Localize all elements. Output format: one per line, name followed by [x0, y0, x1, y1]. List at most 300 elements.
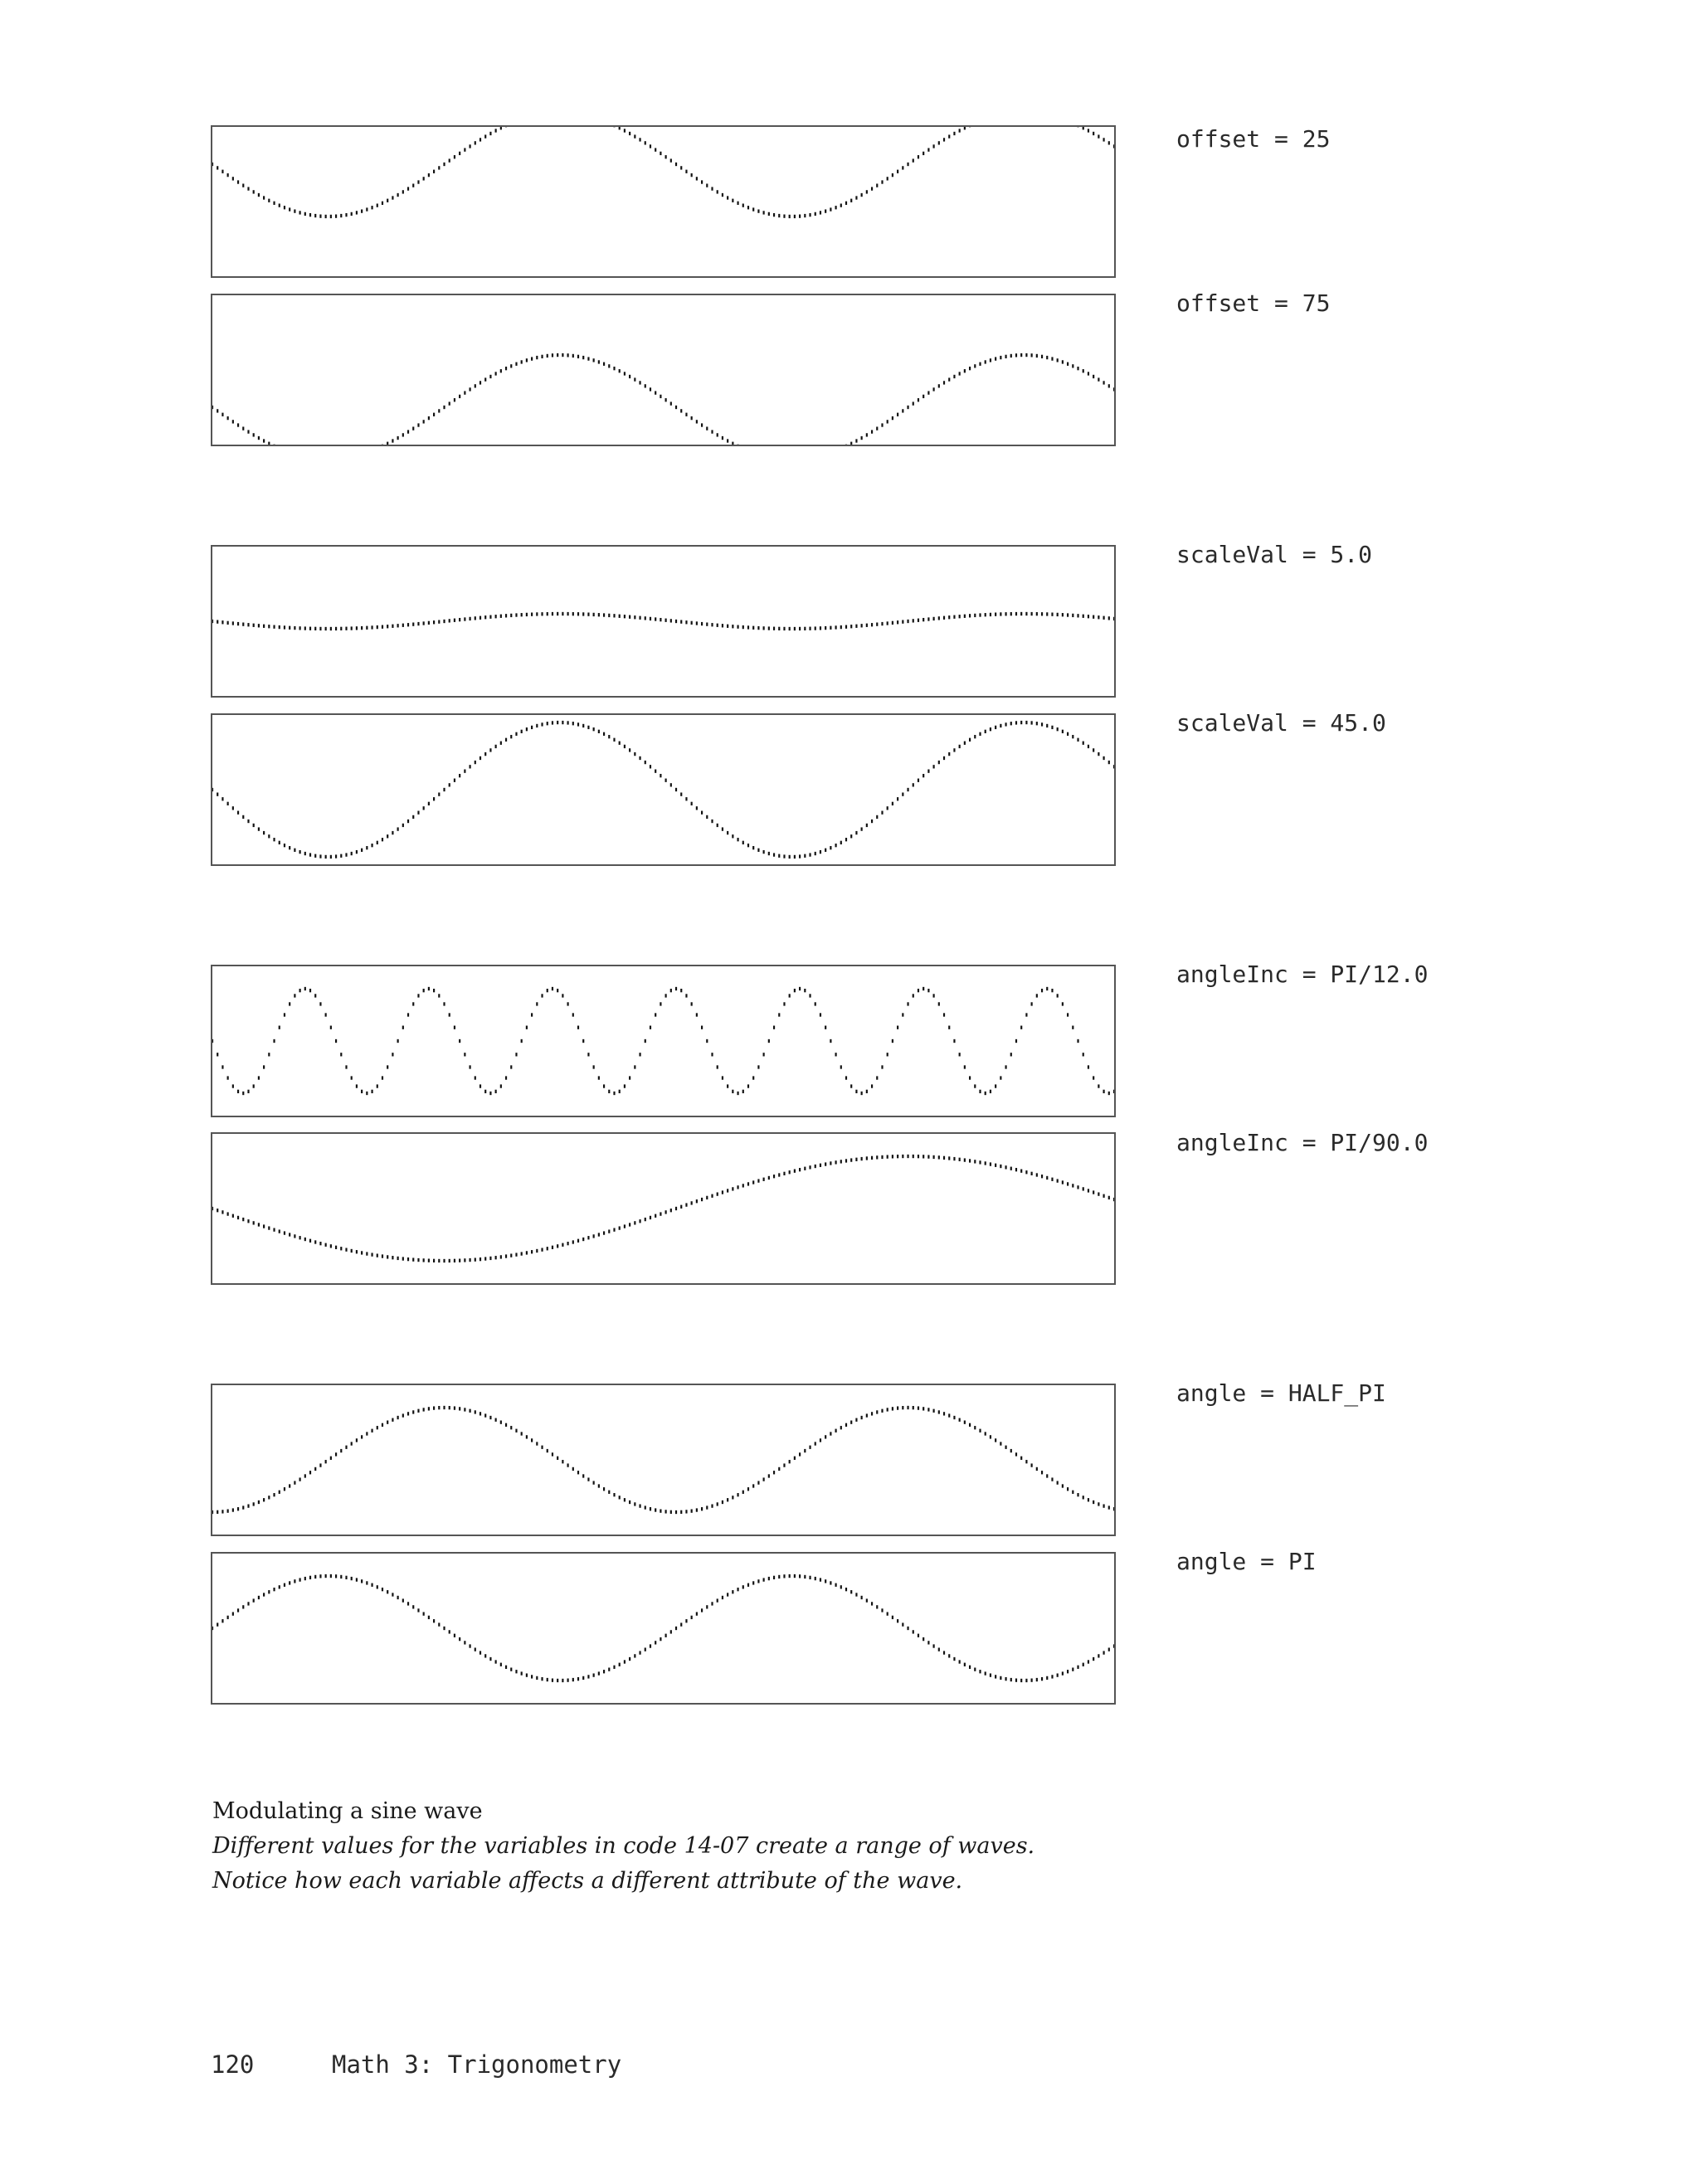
wave-dot	[923, 618, 924, 621]
wave-dot	[876, 1605, 878, 1608]
wave-dot	[242, 1092, 244, 1095]
wave-dot	[593, 1673, 595, 1676]
wave-dot	[881, 1065, 883, 1068]
wave-dot	[345, 627, 347, 630]
wave-dot	[995, 1675, 996, 1678]
wave-dot	[634, 615, 635, 619]
wave-dot	[923, 987, 924, 990]
wave-dot	[783, 1463, 785, 1467]
wave-dot	[913, 1155, 914, 1158]
wave-dot	[815, 1577, 816, 1580]
wave-dot	[923, 1407, 924, 1410]
wave-plot	[212, 127, 1114, 276]
wave-dot	[268, 1226, 270, 1229]
wave-dot	[407, 820, 409, 823]
wave-dot	[737, 202, 738, 205]
wave-dot	[1067, 613, 1069, 616]
wave-dot	[866, 433, 868, 436]
wave-dot	[711, 1053, 713, 1056]
wave-dot	[258, 624, 260, 627]
wave-dot	[582, 1676, 584, 1680]
wave-dot	[624, 1084, 626, 1087]
wave-dot	[722, 193, 723, 197]
wave-dot	[469, 1644, 470, 1647]
wave-dot	[732, 625, 733, 628]
wave-dot	[1010, 612, 1012, 615]
wave-dot	[655, 1214, 656, 1218]
wave-dot	[351, 626, 353, 630]
wave-dot	[557, 1457, 558, 1460]
wave-dot	[515, 1429, 517, 1432]
wave-dot	[273, 1588, 275, 1591]
wave-dot	[913, 994, 914, 997]
wave-dot	[366, 1092, 368, 1095]
wave-dot	[222, 170, 223, 173]
wave-dot	[1083, 127, 1084, 129]
wave-dot	[294, 209, 295, 212]
wave-dot	[371, 844, 372, 847]
wave-dot	[330, 855, 332, 859]
wave-dot	[433, 413, 435, 416]
wave-dot	[757, 849, 759, 852]
wave-dot	[454, 1259, 455, 1262]
wave-dot	[871, 820, 873, 823]
wave-dot	[407, 1412, 409, 1415]
wave-dot	[1020, 1170, 1022, 1173]
wave-dot	[335, 1574, 337, 1578]
wave-dot	[892, 416, 893, 420]
wave-dot	[1015, 353, 1017, 357]
wave-dot	[855, 1593, 857, 1596]
wave-dot	[325, 855, 327, 859]
wave-dot	[696, 1199, 698, 1203]
wave-dot	[995, 612, 996, 615]
wave-dot	[913, 401, 914, 405]
wave-dot	[603, 1084, 605, 1087]
wave-dot	[629, 615, 630, 619]
wave-dot	[567, 1242, 569, 1245]
wave-dot	[938, 1002, 940, 1005]
wave-dot	[1062, 1671, 1064, 1675]
wave-dot	[861, 624, 863, 627]
wave-dot	[727, 1593, 728, 1596]
wave-dot	[1077, 1039, 1078, 1043]
wave-dot	[459, 1407, 460, 1410]
wave-dot	[680, 409, 682, 412]
wave-dot	[995, 1438, 996, 1442]
wave-dot	[489, 375, 491, 378]
wave-dot	[361, 1251, 363, 1254]
wave-dot	[237, 622, 239, 625]
wave-dot	[526, 613, 528, 616]
caption-line-2: Notice how each variable affects a different attribute of the wave.	[212, 1868, 963, 1894]
wave-dot	[675, 1627, 677, 1630]
wave-dot	[897, 1155, 898, 1158]
wave-dot	[840, 1065, 842, 1068]
wave-dot	[547, 354, 548, 358]
wave-dot	[887, 806, 888, 810]
wave-dot	[242, 1505, 244, 1509]
wave-dot	[907, 1155, 908, 1158]
wave-dot	[1077, 1666, 1078, 1669]
wave-dot	[577, 1471, 579, 1474]
wave-panel-angle-half-pi	[211, 1384, 1116, 1536]
wave-dot	[619, 127, 621, 129]
wave-dot	[557, 989, 558, 992]
wave-dot	[938, 384, 940, 387]
wave-dot	[706, 815, 708, 819]
wave-dot	[629, 1501, 630, 1504]
wave-dot	[212, 1627, 213, 1630]
wave-dot	[696, 1013, 698, 1016]
wave-dot	[1093, 1190, 1094, 1194]
wave-dot	[294, 849, 295, 852]
wave-dot	[608, 735, 610, 738]
wave-dot	[279, 203, 280, 207]
wave-dot	[1015, 1168, 1017, 1171]
wave-dot	[938, 1155, 940, 1159]
wave-dot	[701, 1026, 703, 1029]
wave-dot	[309, 989, 311, 992]
wave-dot	[469, 1258, 470, 1262]
wave-dot	[727, 625, 728, 628]
wave-dot	[1108, 1092, 1110, 1095]
wave-dot	[1041, 989, 1043, 992]
wave-dot	[505, 614, 507, 617]
wave-dot	[815, 212, 816, 216]
wave-dot	[433, 620, 435, 624]
wave-dot	[428, 802, 430, 805]
wave-dot	[706, 426, 708, 430]
wave-dot	[366, 846, 368, 849]
wave-dot	[536, 1442, 538, 1445]
wave-dot	[541, 994, 543, 997]
wave-dot	[959, 1660, 961, 1663]
wave-dot	[299, 1236, 301, 1239]
wave-dot	[469, 144, 470, 148]
wave-dot	[1010, 1053, 1012, 1056]
wave-dot	[263, 831, 265, 834]
wave-dot	[634, 1221, 635, 1224]
wave-dot	[927, 1641, 929, 1644]
wave-dot	[1083, 1187, 1084, 1190]
wave-dot	[639, 1053, 640, 1056]
wave-dot	[727, 439, 728, 442]
wave-dot	[547, 612, 548, 615]
wave-dot	[237, 423, 239, 426]
wave-dot	[639, 1504, 640, 1507]
wave-dot	[572, 612, 574, 615]
wave-dot	[222, 620, 223, 624]
wave-dot	[489, 132, 491, 135]
wave-dot	[299, 626, 301, 630]
wave-dot	[356, 1578, 358, 1581]
wave-dot	[990, 727, 991, 731]
wave-dot	[526, 358, 528, 362]
wave-dot	[279, 1026, 280, 1029]
wave-dot	[629, 1223, 630, 1226]
wave-dot	[613, 1092, 615, 1095]
wave-dot	[371, 1253, 372, 1256]
wave-dot	[454, 619, 455, 622]
wave-dot	[645, 1039, 646, 1043]
wave-dot	[1051, 989, 1053, 992]
wave-dot	[510, 1667, 512, 1671]
wave-dot	[768, 1039, 770, 1043]
wave-dot	[1113, 1198, 1114, 1201]
wave-dot	[237, 180, 239, 183]
wave-dot	[475, 384, 476, 387]
wave-dot	[1072, 1667, 1073, 1671]
wave-dot	[830, 1161, 831, 1165]
wave-dot	[443, 620, 445, 623]
wave-dot	[773, 1576, 775, 1579]
wave-dot	[969, 1076, 971, 1079]
wave-dot	[572, 1678, 574, 1681]
wave-dot	[747, 1084, 749, 1087]
wave-dot	[1005, 1065, 1006, 1068]
wave-dot	[577, 1026, 579, 1029]
wave-dot	[237, 1090, 239, 1093]
wave-dot	[722, 624, 723, 627]
wave-dot	[294, 1481, 295, 1484]
wave-dot	[356, 1438, 358, 1442]
wave-dot	[927, 148, 929, 151]
wave-dot	[639, 1219, 640, 1223]
wave-dot	[587, 1675, 589, 1678]
wave-dot	[964, 1158, 966, 1161]
wave-dot	[475, 1257, 476, 1261]
wave-dot	[918, 155, 919, 158]
wave-dot	[675, 406, 677, 409]
label-offset-25: offset = 25	[1176, 125, 1331, 153]
wave-dot	[953, 1157, 955, 1160]
wave-dot	[933, 387, 935, 391]
wave-dot	[253, 1598, 255, 1602]
wave-dot	[330, 1244, 332, 1248]
wave-dot	[757, 1481, 759, 1484]
wave-dot	[387, 1065, 388, 1068]
wave-dot	[356, 1084, 358, 1087]
wave-dot	[979, 613, 981, 616]
wave-dot	[273, 625, 275, 629]
wave-dot	[892, 621, 893, 625]
wave-dot	[691, 802, 693, 805]
wave-dot	[1077, 1185, 1078, 1189]
wave-dot	[217, 1510, 218, 1514]
wave-dot	[685, 413, 687, 416]
wave-dot	[294, 994, 295, 997]
wave-dot	[1031, 1002, 1033, 1005]
wave-dot	[258, 1223, 260, 1226]
wave-dot	[655, 1508, 656, 1511]
wave-dot	[222, 1065, 223, 1068]
wave-dot	[691, 173, 693, 177]
wave-dot	[314, 214, 316, 217]
wave-dot	[1005, 1446, 1006, 1449]
wave-dot	[423, 1408, 425, 1411]
wave-dot	[964, 369, 966, 372]
wave-dot	[995, 726, 996, 729]
wave-dot	[531, 357, 533, 360]
wave-dot	[943, 1013, 945, 1016]
wave-dot	[1093, 748, 1094, 752]
wave-dot	[840, 203, 842, 207]
wave-dot	[979, 1160, 981, 1164]
wave-dot	[340, 854, 342, 858]
wave-panel-scaleval-5	[211, 545, 1116, 698]
wave-dot	[438, 994, 440, 997]
wave-dot	[294, 626, 295, 630]
wave-dot	[1010, 1678, 1012, 1681]
wave-dot	[624, 1498, 626, 1501]
wave-dot	[428, 173, 430, 177]
wave-dot	[397, 436, 399, 440]
wave-dot	[1015, 1678, 1017, 1681]
wave-dot	[510, 735, 512, 738]
wave-dot	[438, 1259, 440, 1262]
wave-dot	[567, 1678, 569, 1681]
wave-dot	[577, 612, 579, 615]
wave-dot	[1098, 377, 1099, 381]
wave-dot	[907, 1406, 908, 1409]
wave-dot	[763, 1053, 765, 1056]
wave-dot	[861, 1416, 863, 1419]
wave-dot	[789, 1460, 791, 1463]
wave-dot	[361, 1435, 363, 1438]
page-number: 120	[211, 2050, 255, 2079]
wave-dot	[768, 1176, 770, 1180]
wave-dot	[1025, 1460, 1027, 1463]
wave-dot	[217, 1622, 218, 1626]
wave-dot	[655, 770, 656, 773]
wave-dot	[1062, 730, 1064, 733]
wave-dot	[459, 395, 460, 398]
wave-dot	[747, 1583, 749, 1587]
wave-dot	[480, 381, 481, 384]
wave-dot	[974, 614, 976, 617]
wave-dot	[392, 196, 393, 199]
wave-dot	[948, 377, 950, 381]
wave-dot	[459, 152, 460, 155]
wave-dot	[639, 616, 640, 620]
wave-dot	[933, 994, 935, 997]
label-scaleval-5: scaleVal = 5.0	[1176, 541, 1373, 568]
wave-dot	[428, 1258, 430, 1262]
wave-dot	[953, 748, 955, 752]
wave-dot	[232, 1612, 234, 1615]
wave-dot	[655, 1641, 656, 1644]
wave-dot	[1057, 1673, 1059, 1676]
wave-dot	[830, 1039, 831, 1043]
wave-dot	[722, 436, 723, 440]
wave-plot	[212, 1134, 1114, 1283]
wave-dot	[855, 831, 857, 834]
wave-dot	[449, 1013, 450, 1016]
wave-dot	[480, 1651, 481, 1654]
wave-dot	[907, 1002, 908, 1005]
wave-dot	[1031, 721, 1033, 724]
wave-dot	[572, 1467, 574, 1471]
wave-dot	[459, 1637, 460, 1641]
wave-dot	[691, 1002, 693, 1005]
wave-dot	[948, 134, 950, 138]
wave-dot	[902, 166, 903, 169]
wave-dot	[892, 802, 893, 805]
wave-dot	[815, 1002, 816, 1005]
wave-dot	[1062, 613, 1064, 616]
wave-dot	[299, 1477, 301, 1481]
wave-dot	[943, 138, 945, 141]
wave-dot	[412, 622, 414, 625]
wave-dot	[454, 398, 455, 401]
wave-dot	[927, 770, 929, 773]
wave-dot	[634, 134, 635, 138]
wave-dot	[304, 987, 306, 990]
wave-dot	[299, 989, 301, 992]
wave-dot	[480, 1257, 481, 1261]
wave-dot	[484, 1257, 486, 1260]
wave-dot	[484, 377, 486, 381]
wave-dot	[531, 726, 533, 729]
wave-dot	[263, 1593, 265, 1596]
wave-dot	[747, 625, 749, 629]
wave-dot	[655, 617, 656, 620]
wave-dot	[1000, 1165, 1001, 1168]
wave-dot	[397, 1416, 399, 1419]
wave-dot	[495, 745, 497, 748]
wave-dot	[985, 1161, 986, 1165]
wave-dot	[737, 625, 738, 629]
wave-dot	[799, 1452, 801, 1456]
wave-dot	[232, 177, 234, 180]
wave-dot	[417, 1608, 419, 1612]
wave-dot	[799, 627, 801, 630]
wave-dot	[217, 792, 218, 795]
wave-dot	[242, 815, 244, 819]
wave-dot	[969, 614, 971, 617]
wave-dot	[351, 1577, 353, 1580]
wave-dot	[547, 1678, 548, 1681]
wave-dot	[881, 1409, 883, 1413]
wave-dot	[371, 206, 372, 209]
wave-dot	[449, 783, 450, 786]
wave-dot	[815, 1165, 816, 1168]
wave-dot	[938, 1410, 940, 1413]
wave-dot	[850, 199, 852, 202]
wave-dot	[887, 621, 888, 625]
wave-dot	[1036, 1173, 1038, 1176]
wave-dot	[845, 1076, 847, 1079]
wave-dot	[757, 1065, 759, 1068]
wave-dot	[1108, 384, 1110, 387]
wave-dot	[515, 1253, 517, 1256]
wave-dot	[990, 1162, 991, 1165]
wave-dot	[665, 619, 667, 622]
wave-dot	[330, 627, 332, 630]
wave-dot	[969, 1666, 971, 1669]
wave-dot	[933, 1644, 935, 1647]
wave-dot	[701, 423, 703, 426]
wave-dot	[1051, 1477, 1053, 1481]
wave-dot	[830, 846, 831, 849]
wave-dot	[1025, 721, 1027, 724]
wave-dot	[587, 726, 589, 729]
wave-dot	[850, 625, 852, 628]
wave-dot	[608, 1491, 610, 1494]
wave-dot	[309, 627, 311, 630]
wave-dot	[1051, 357, 1053, 360]
